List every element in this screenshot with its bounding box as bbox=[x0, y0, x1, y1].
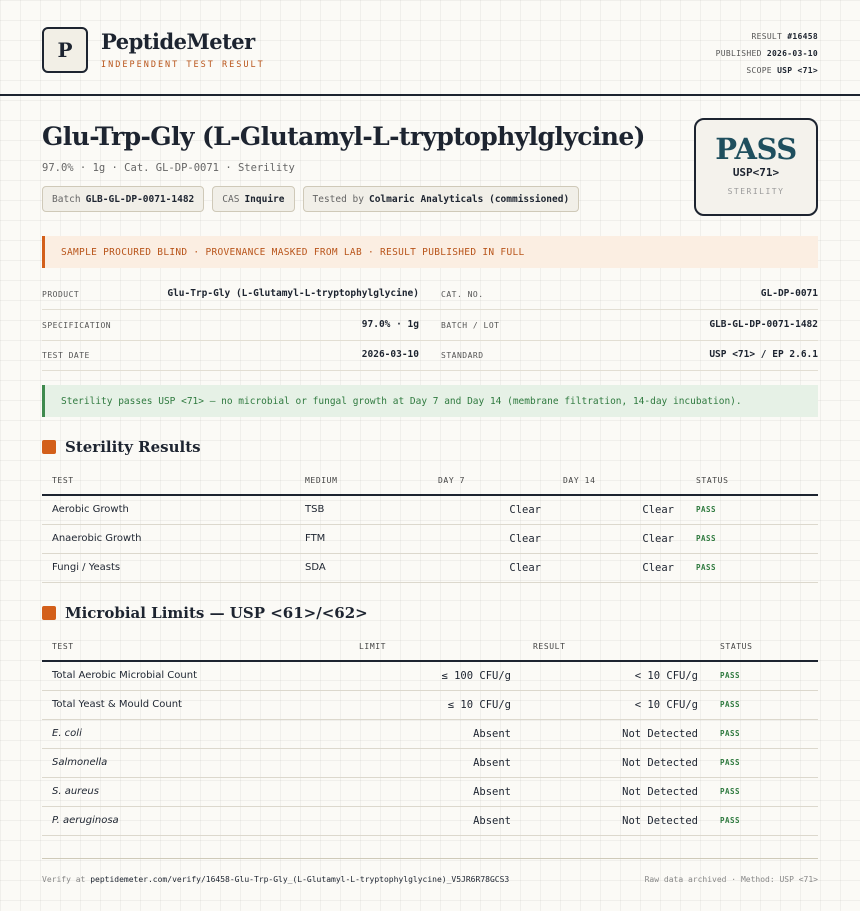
report-meta bbox=[716, 28, 818, 79]
microbial-title-text: Microbial Limits — USP <61>/<62> bbox=[65, 604, 368, 622]
result-value: < 10 CFU/g bbox=[523, 661, 710, 690]
table-row bbox=[42, 719, 818, 748]
test-name: S. aureus bbox=[42, 777, 349, 806]
status-badge: PASS bbox=[720, 700, 741, 709]
sterility-summary: Sterility passes USP <71> — no microbial or fungal growth at Day 7 and Day 14 (membrane filtration, 14-day incubation). bbox=[42, 385, 818, 417]
table-row bbox=[42, 690, 818, 719]
medium: TSB bbox=[295, 495, 428, 524]
result-value: Not Detected bbox=[523, 806, 710, 835]
status-badge: PASS bbox=[720, 758, 741, 767]
limit-value: Absent bbox=[349, 777, 523, 806]
limit-value: ≤ 100 CFU/g bbox=[349, 661, 523, 690]
table-row bbox=[42, 495, 818, 524]
sterility-table bbox=[42, 467, 818, 583]
brand-name: PeptideMeter bbox=[101, 29, 255, 54]
status-badge: PASS bbox=[720, 671, 741, 681]
table-header-row bbox=[42, 467, 818, 495]
table-row bbox=[42, 777, 818, 806]
info-row-spec bbox=[42, 311, 818, 341]
table-row bbox=[42, 524, 818, 553]
status-badge: PASS bbox=[720, 816, 741, 825]
table-row bbox=[42, 661, 818, 690]
table-row bbox=[42, 748, 818, 777]
day7-result: Clear bbox=[428, 524, 553, 553]
day7-result: Clear bbox=[428, 553, 553, 582]
verify-prefix: Verify at bbox=[42, 875, 86, 884]
limit-value: ≤ 10 CFU/g bbox=[349, 690, 523, 719]
col-result: RESULT bbox=[523, 633, 710, 661]
test-date-value: 2026-03-10 bbox=[361, 349, 419, 360]
test-name: Total Aerobic Microbial Count bbox=[42, 661, 349, 690]
day14-result: Clear bbox=[553, 495, 686, 524]
col-day14: DAY 14 bbox=[553, 467, 686, 495]
cas-chip: CAS Inquire bbox=[212, 186, 294, 212]
brand-tagline: INDEPENDENT TEST RESULT bbox=[101, 60, 265, 70]
sterility-section-title bbox=[42, 438, 201, 456]
report-header bbox=[0, 0, 860, 96]
catno-value: GL-DP-0071 bbox=[760, 288, 818, 299]
col-status: STATUS bbox=[710, 633, 818, 661]
microbial-limits-table bbox=[42, 633, 818, 836]
standard-value: USP <71> / EP 2.6.1 bbox=[709, 349, 818, 360]
product-chips bbox=[42, 186, 579, 212]
logo-mark: P bbox=[42, 27, 88, 73]
product-subtitle: 97.0% · 1g · Cat. GL-DP-0071 · Sterility bbox=[42, 162, 295, 174]
test-name: Aerobic Growth bbox=[42, 495, 295, 524]
blind-procurement-notice: SAMPLE PROCURED BLIND · PROVENANCE MASKED FROM LAB · RESULT PUBLISHED IN FULL bbox=[42, 236, 818, 268]
tested-by-chip: Tested by Colmaric Analyticals (commissioned) bbox=[303, 186, 580, 212]
table-header-row bbox=[42, 633, 818, 661]
col-limit: LIMIT bbox=[349, 633, 523, 661]
test-name: Fungi / Yeasts bbox=[42, 553, 295, 582]
info-row-product bbox=[42, 280, 818, 310]
stamp-category: STERILITY bbox=[727, 187, 785, 196]
day14-result: Clear bbox=[553, 524, 686, 553]
batch-label: BATCH / LOT bbox=[441, 321, 500, 330]
info-row-date bbox=[42, 341, 818, 371]
status-badge: PASS bbox=[696, 563, 717, 572]
col-status: STATUS bbox=[686, 467, 818, 495]
limit-value: Absent bbox=[349, 719, 523, 748]
sterility-title-text: Sterility Results bbox=[65, 438, 201, 456]
result-value: < 10 CFU/g bbox=[523, 690, 710, 719]
pass-stamp bbox=[694, 118, 818, 216]
medium: FTM bbox=[295, 524, 428, 553]
test-name: Anaerobic Growth bbox=[42, 524, 295, 553]
section-marker-icon bbox=[42, 606, 56, 620]
microbial-section-title bbox=[42, 604, 368, 622]
published-date-line: PUBLISHED 2026-03-10 bbox=[715, 49, 818, 58]
batch-value: GLB-GL-DP-0071-1482 bbox=[709, 319, 818, 330]
test-name: Total Yeast & Mould Count bbox=[42, 690, 349, 719]
result-value: Not Detected bbox=[523, 748, 710, 777]
col-day7: DAY 7 bbox=[428, 467, 553, 495]
day14-result: Clear bbox=[553, 553, 686, 582]
table-row bbox=[42, 806, 818, 835]
product-value: Glu-Trp-Gly (L-Glutamyl-L-tryptophylglycine) bbox=[167, 288, 419, 299]
result-value: Not Detected bbox=[523, 719, 710, 748]
test-date-label: TEST DATE bbox=[42, 351, 90, 360]
status-badge: PASS bbox=[696, 534, 717, 543]
stamp-standard: USP<71> bbox=[732, 166, 780, 179]
status-badge: PASS bbox=[720, 729, 741, 738]
medium: SDA bbox=[295, 553, 428, 582]
batch-chip: Batch GLB-GL-DP-0071-1482 bbox=[42, 186, 204, 212]
status-badge: PASS bbox=[720, 787, 741, 796]
limit-value: Absent bbox=[349, 806, 523, 835]
day7-result: Clear bbox=[428, 495, 553, 524]
result-value: Not Detected bbox=[523, 777, 710, 806]
limit-value: Absent bbox=[349, 748, 523, 777]
standard-label: STANDARD bbox=[441, 351, 484, 360]
result-id-line: RESULT #16458 bbox=[751, 32, 818, 41]
test-name: P. aeruginosa bbox=[42, 806, 349, 835]
spec-label: SPECIFICATION bbox=[42, 321, 112, 330]
test-name: E. coli bbox=[42, 719, 349, 748]
catno-label: CAT. NO. bbox=[441, 290, 484, 299]
method-note: Raw data archived · Method: USP <71> bbox=[644, 875, 818, 884]
section-marker-icon bbox=[42, 440, 56, 454]
table-row bbox=[42, 553, 818, 582]
verify-link[interactable]: peptidemeter.com/verify/16458-Glu-Trp-Gly_(L-Glutamyl-L-tryptophylglycine)_V5JR6R78GCS3 bbox=[90, 875, 510, 884]
col-medium: MEDIUM bbox=[295, 467, 428, 495]
col-test: TEST bbox=[42, 633, 349, 661]
stamp-verdict: PASS bbox=[715, 132, 797, 166]
product-label: PRODUCT bbox=[42, 290, 80, 299]
report-footer bbox=[42, 858, 818, 884]
test-name: Salmonella bbox=[42, 748, 349, 777]
spec-value: 97.0% · 1g bbox=[361, 319, 419, 330]
status-badge: PASS bbox=[696, 505, 717, 515]
col-test: TEST bbox=[42, 467, 295, 495]
product-title: Glu-Trp-Gly (L-Glutamyl-L-tryptophylglycine) bbox=[42, 122, 645, 151]
scope-line: SCOPE USP <71> bbox=[746, 66, 818, 75]
